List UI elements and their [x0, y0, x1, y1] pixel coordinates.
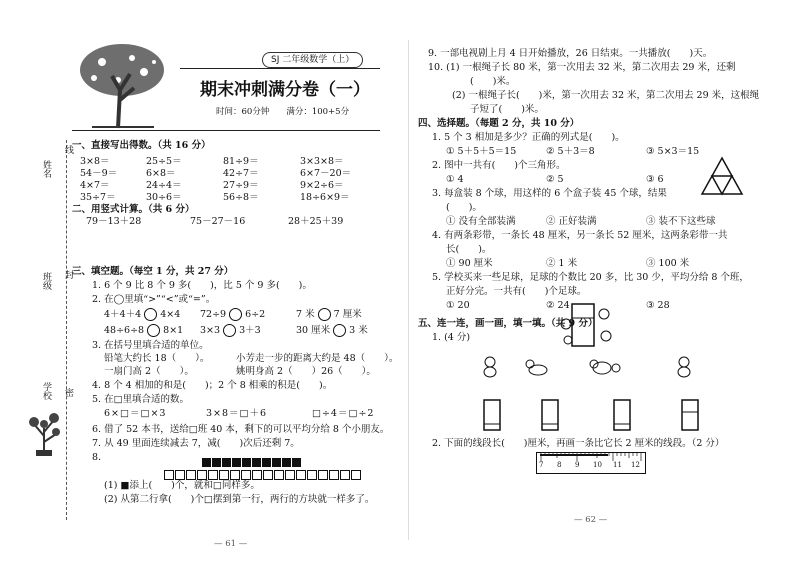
fill-q4: 4. 8 个 4 相加的和是( )；2 个 8 相乘的积是( )。: [92, 380, 333, 391]
side-label-feng: 封: [63, 270, 73, 279]
compare-right: 6÷2: [245, 309, 266, 320]
choice-q4-opt: ① 90 厘米: [446, 258, 493, 269]
compare-circle[interactable]: [147, 324, 160, 337]
compare-circle[interactable]: [229, 308, 242, 321]
fill-q5: 5. 在□里填合适的数。: [92, 394, 190, 405]
s2-item: 28＋25＋39: [288, 216, 344, 227]
s1-cell: 42÷7＝: [223, 168, 259, 179]
fridge-with-animals-illustration: [558, 300, 620, 350]
choice-q2-opt: ② 5: [546, 174, 564, 185]
fill-q9: 9. 一部电视剧上月 4 日开始播放，26 日结束。一共播放( )天。: [428, 48, 713, 59]
choice-q1-opt: ③ 5×3＝15: [646, 146, 700, 157]
side-label-mi: 密: [63, 388, 73, 397]
compare-row-1b: [200, 308, 265, 321]
side-label-xian: 线: [63, 145, 73, 154]
s1-cell: 81÷9＝: [223, 156, 259, 167]
choice-q1: 1. 5 个 3 相加是多少？正确的列式是( )。: [432, 132, 625, 143]
compare-left: 30 厘米: [296, 325, 331, 336]
fill-q10-b: (2) 一根绳子长( )米，第一次用去 32 米，第二次用去 29 米，这根绳: [452, 90, 760, 101]
fill-q10-a2: ( )米。: [470, 76, 516, 87]
choice-q4: 4. 有两条彩带，一条长 48 厘米，另一条长 52 厘米，这两条彩带一共: [432, 230, 728, 241]
fridge-icon[interactable]: [540, 398, 560, 432]
ruler-label: 12: [631, 461, 640, 469]
s1-cell: 6×8＝: [146, 168, 176, 179]
fill-q7: 7. 从 49 里面连续减去 7，减( )次后还剩 7。: [92, 438, 300, 449]
section-1-title: 一、直接写出得数。（共 16 分）: [72, 140, 211, 151]
choice-q5: 5. 学校买来一些足球，足球的个数比 20 多，比 30 少，平均分给 8 个班，: [432, 272, 749, 283]
s1-cell: 56÷8＝: [223, 192, 259, 203]
animal-icons-row: [480, 352, 710, 380]
s1-cell: 6×7－20＝: [300, 168, 352, 179]
choice-q5-2: 正好分完。一共有( )个足球。: [446, 286, 587, 297]
section-5-title: 五、连一连，画一画，填一填。（共 9 分）: [418, 318, 598, 329]
section-3-title: 三、填空题。（每空 1 分，共 27 分）: [72, 266, 234, 277]
page-number-right: — 62 —: [574, 515, 608, 525]
side-label-name: 姓名: [41, 160, 51, 178]
fill-q5-item: 6×□＝□×3: [104, 408, 167, 419]
s1-cell: 18÷6×9＝: [300, 192, 350, 203]
header-rule: [72, 130, 380, 131]
side-label-school: 学校: [41, 382, 51, 400]
s1-cell: 4×7＝: [80, 180, 110, 191]
ruler-label: 9: [575, 461, 580, 469]
fill-q3-c: 一扇门高 2（ ）。: [104, 366, 194, 377]
plant-decoration-icon: [26, 410, 62, 456]
compare-circle[interactable]: [318, 308, 331, 321]
compare-circle[interactable]: [333, 324, 346, 337]
fill-q1: 1. 6 个 9 比 8 个 9 多( )，比 5 个 9 多( )。: [92, 280, 312, 291]
s1-cell: 35÷7＝: [80, 192, 116, 203]
compare-left: 4＋4＋4: [104, 309, 142, 320]
fill-q3-d: 姚明身高 2（ ）26（ ）。: [236, 366, 376, 377]
compare-left: 3×3: [200, 325, 221, 336]
choice-q2-opt: ③ 6: [646, 174, 664, 185]
binding-line: [66, 140, 67, 520]
ruler-label: 10: [593, 461, 602, 469]
fill-q5-item: □÷4＝□÷2: [312, 408, 375, 419]
choice-q5-opt: ① 20: [446, 300, 470, 311]
choice-q3-opt: ② 正好装满: [546, 216, 597, 227]
choice-q3: 3. 每盒装 8 个球，用这样的 6 个盒子装 45 个球，结果: [432, 188, 667, 199]
compare-row-2c: [296, 324, 368, 337]
compare-right: 7 厘米: [333, 309, 362, 320]
s2-item: 79－13＋28: [86, 216, 142, 227]
triangle-figure: [700, 156, 744, 196]
fill-q3-a: 铅笔大约长 18（ ）。: [104, 353, 210, 364]
choice-q5-opt: ③ 28: [646, 300, 670, 311]
compare-right: 8×1: [163, 325, 184, 336]
ruler-label: 8: [557, 461, 562, 469]
s1-cell: 54－9＝: [80, 168, 118, 179]
side-label-class: 班级: [41, 272, 51, 290]
choice-q1-opt: ② 5＋3＝8: [546, 146, 595, 157]
s1-cell: 3×8＝: [80, 156, 110, 167]
fill-q8-b: (2) 从第二行拿( )个□摆到第一行，两行的方块就一样多了。: [104, 494, 375, 505]
header-underline: [180, 68, 380, 69]
choice-q2-opt: ① 4: [446, 174, 464, 185]
tree-illustration: [72, 40, 172, 132]
choice-q3-2: ( )。: [446, 202, 482, 213]
fill-q10-a: 10. (1) 一根绳子长 80 米，第一次用去 32 米，第二次用去 29 米，还剩: [428, 62, 736, 73]
compare-circle[interactable]: [223, 324, 236, 337]
section-4-title: 四、选择题。（每题 2 分，共 10 分）: [418, 118, 580, 129]
choice-q1-opt: ① 5＋5＋5＝15: [446, 146, 517, 157]
ruler-label: 11: [613, 461, 622, 469]
s1-cell: 24÷4＝: [146, 180, 182, 191]
fill-q6: 6. 借了 52 本书，送给□班 40 本，剩下的可以平均分给 8 个小朋友。: [92, 424, 390, 435]
choice-q3-opt: ① 没有全部装满: [446, 216, 516, 227]
fridge-icon[interactable]: [612, 398, 632, 432]
choice-q2: 2. 图中一共有( )个三角形。: [432, 160, 566, 171]
s1-cell: 27÷9＝: [223, 180, 259, 191]
compare-row-1: [104, 308, 180, 321]
compare-circle[interactable]: [144, 308, 157, 321]
fill-q8: 8.: [92, 452, 102, 463]
s1-cell: 9×2÷6＝: [300, 180, 344, 191]
compare-left: 7 米: [296, 309, 315, 320]
choice-q4-opt: ② 1 米: [546, 258, 578, 269]
compare-right: 3 米: [349, 325, 368, 336]
header-badge: SJ 二年级数学（上）: [262, 52, 363, 68]
ruler-label: 7: [539, 461, 544, 469]
segment-line: [540, 454, 608, 456]
compare-left: 48÷6÷8: [104, 325, 145, 336]
choice-q3-opt: ③ 装不下这些球: [646, 216, 716, 227]
compare-left: 72÷9: [200, 309, 227, 320]
page-title: 期末冲刺满分卷（一）: [200, 80, 370, 100]
fill-q3: 3. 在括号里填合适的单位。: [92, 340, 209, 351]
choice-q4-2: 长( )。: [446, 244, 492, 255]
s1-cell: 3×3×8＝: [300, 156, 344, 167]
link-q1: 1. (4 分): [432, 332, 471, 343]
s2-item: 75－27－16: [190, 216, 246, 227]
center-divider: [408, 40, 409, 540]
s1-cell: 25÷5＝: [146, 156, 182, 167]
fridge-icon[interactable]: [482, 398, 502, 432]
section-2-title: 二、用竖式计算。（共 6 分）: [72, 204, 195, 215]
compare-row-2b: [200, 324, 261, 337]
choice-q4-opt: ③ 100 米: [646, 258, 690, 269]
fill-q3-b: 小芳走一步的距离大约是 48（ ）。: [236, 353, 399, 364]
fridge-icon[interactable]: [680, 398, 700, 432]
fill-q10-b2: 子短了( )米。: [470, 104, 544, 115]
fill-q5-item: 3×8＝□＋6: [206, 408, 268, 419]
header-info: 时间：60分钟 满分：100+5分: [216, 107, 350, 117]
compare-row-2: [104, 324, 183, 337]
link-q2: 2. 下面的线段长( )厘米，再画一条比它长 2 厘米的线段。（2 分）: [432, 438, 725, 449]
page-number-left: — 61 —: [214, 539, 248, 549]
fill-q2: 2. 在◯里填“>”“<”或“=”。: [92, 294, 216, 305]
s1-cell: 30÷6＝: [146, 192, 182, 203]
choice-q5-opt: ② 24: [546, 300, 570, 311]
fill-q8-a: (1) ■添上( )个，就和□同样多。: [104, 480, 260, 491]
compare-right: 4×4: [160, 309, 181, 320]
compare-row-1c: [296, 308, 362, 321]
compare-right: 3＋3: [239, 325, 261, 336]
